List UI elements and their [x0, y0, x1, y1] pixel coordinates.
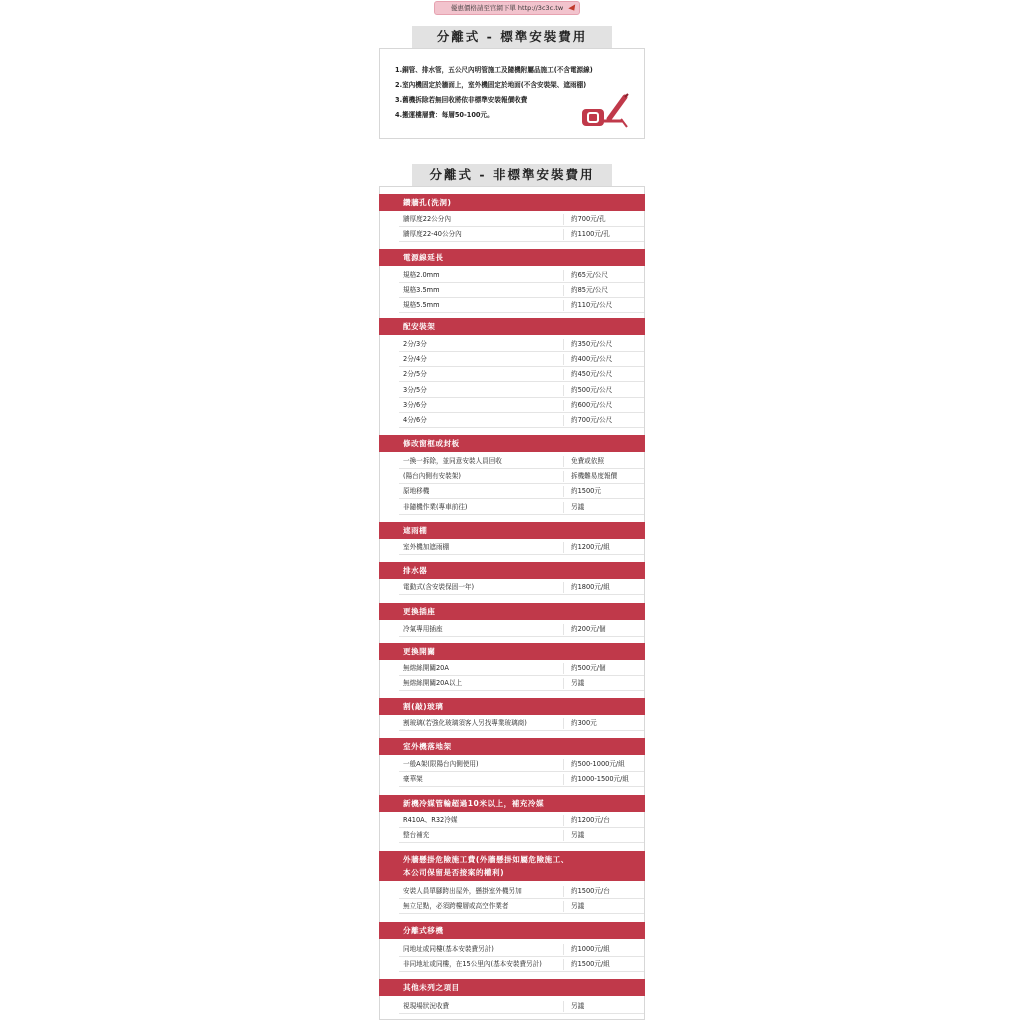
row-divider	[563, 214, 564, 225]
row-divider	[563, 339, 564, 350]
category-header	[379, 562, 645, 579]
row-item: R410A、R32冷媒	[403, 816, 458, 824]
row-divider	[563, 456, 564, 467]
row-item: 2分/3分	[403, 340, 427, 348]
row-divider	[563, 471, 564, 482]
row-price: 約1500元/組	[571, 960, 610, 969]
tools-icon	[581, 93, 631, 129]
row-item: 3分/6分	[403, 400, 427, 409]
table-row	[399, 813, 644, 828]
category-name: 其他未列之項目	[403, 983, 460, 992]
table-row	[399, 716, 644, 731]
row-price: 另議	[571, 679, 585, 688]
row-divider	[563, 385, 564, 396]
table-row	[399, 828, 644, 843]
category-name: 電源線延長	[403, 253, 444, 262]
table-row	[399, 413, 644, 428]
row-item: 安裝人員單腳跨出屋外，懸掛室外機另加	[403, 887, 522, 895]
row-price: 另議	[571, 502, 585, 511]
row-divider	[563, 815, 564, 826]
row-price: 拆機難易度報價	[571, 472, 618, 481]
row-item: 電動式(含安裝保固一年)	[403, 583, 475, 591]
row-item: 4分/6分	[403, 416, 427, 424]
row-divider	[563, 542, 564, 553]
row-divider	[563, 1001, 564, 1012]
category-header	[379, 435, 645, 452]
row-price: 另議	[571, 831, 585, 840]
category-name: 更換插座	[403, 607, 436, 616]
category-header	[379, 795, 645, 812]
row-item: 牆厚度22-40公分內	[403, 230, 462, 239]
row-divider	[563, 901, 564, 912]
row-divider	[563, 369, 564, 380]
row-price: 約400元/公尺	[571, 355, 613, 364]
table-row	[399, 580, 644, 595]
table-row	[399, 676, 644, 691]
row-divider	[563, 582, 564, 593]
promo-banner[interactable]	[434, 1, 580, 15]
row-price: 約500元/公尺	[571, 385, 613, 394]
row-item: 豪華架	[403, 775, 423, 784]
row-item: 一般A架(限陽台內側使用)	[403, 760, 479, 768]
table-row	[399, 957, 644, 972]
cursor-icon	[568, 4, 577, 12]
row-divider	[563, 624, 564, 635]
row-item: 規格3.5mm	[403, 286, 440, 295]
row-divider	[563, 663, 564, 674]
row-item: 牆厚度22公分內	[403, 215, 451, 223]
row-divider	[563, 229, 564, 240]
promo-banner-text: 優惠價格請至官網下單 http://3c3c.tw	[450, 4, 564, 12]
table-row	[399, 268, 644, 283]
row-item: (陽台內側有安裝架)	[403, 472, 461, 481]
row-divider	[563, 270, 564, 281]
table-row	[399, 661, 644, 676]
table-row	[399, 454, 644, 469]
row-price: 約1200元/台	[571, 816, 610, 824]
table-row	[399, 942, 644, 957]
standard-item: 1.銅管、排水管，五公尺內明管施工及隨機附屬品施工(不含電源線)	[395, 66, 593, 74]
row-divider	[563, 415, 564, 426]
row-price: 約600元/公尺	[571, 400, 613, 409]
table-row	[399, 383, 644, 398]
row-divider	[563, 354, 564, 365]
row-item: 同地址或同樓(基本安裝費另計)	[403, 945, 494, 953]
category-name: 割(敲)玻璃	[403, 702, 444, 711]
category-name-line2: 本公司保留是否接案的權利)	[403, 868, 505, 877]
row-divider	[563, 886, 564, 897]
standard-item: 2.室內機固定於牆面上，室外機固定於地面(不含安裝架、遮雨棚)	[395, 81, 587, 89]
nonstandard-title: 分離式 - 非標準安裝費用	[412, 164, 612, 186]
category-header	[379, 522, 645, 539]
row-price: 約1200元/組	[571, 543, 610, 551]
row-item: 割玻璃(若強化玻璃須客人另找專業玻璃商)	[403, 719, 527, 727]
category-header	[379, 643, 645, 660]
category-header	[379, 318, 645, 335]
row-item: 原地移機	[403, 487, 430, 496]
row-price: 約1500元	[571, 487, 601, 496]
row-item: 無熔絲開關20A	[403, 664, 449, 672]
category-name: 配安裝架	[403, 322, 436, 331]
standard-title: 分離式 - 標準安裝費用	[412, 26, 612, 48]
row-price: 約700元/孔	[571, 215, 606, 223]
row-price: 約1800元/組	[571, 583, 610, 591]
row-divider	[563, 759, 564, 770]
table-row	[399, 899, 644, 914]
category-name: 鑽牆孔(洗洞)	[403, 198, 452, 207]
standard-box	[379, 48, 645, 139]
row-item: 視現場狀況收費	[403, 1002, 450, 1010]
category-header	[379, 249, 645, 266]
row-item: 無立足點，必須跨樓層或高空作業者	[403, 902, 509, 911]
row-divider	[563, 944, 564, 955]
row-item: 整台補充	[403, 831, 430, 840]
table-row	[399, 337, 644, 352]
row-price: 約500元/個	[571, 664, 606, 672]
row-item: 規格2.0mm	[403, 271, 440, 279]
row-divider	[563, 678, 564, 689]
row-price: 另議	[571, 902, 585, 911]
table-row	[399, 772, 644, 787]
row-price: 約450元/公尺	[571, 370, 613, 379]
category-header	[379, 979, 645, 996]
row-item: 3分/5分	[403, 385, 427, 394]
row-item: 非同地址或同樓，在15公里內(基本安裝費另計)	[403, 960, 542, 969]
category-header	[379, 194, 645, 211]
row-price: 約1500元/台	[571, 887, 610, 895]
row-price: 另議	[571, 1002, 585, 1010]
row-price: 約200元/個	[571, 625, 606, 633]
row-divider	[563, 300, 564, 311]
row-item: 2分/5分	[403, 370, 427, 379]
row-divider	[563, 774, 564, 785]
standard-item: 4.搬運樓層費：每層50-100元。	[395, 111, 494, 119]
row-item: 室外機加遮雨棚	[403, 543, 450, 551]
row-price: 約300元	[571, 719, 597, 727]
row-divider	[563, 718, 564, 729]
row-divider	[563, 400, 564, 411]
table-row	[399, 622, 644, 637]
category-name: 外牆懸掛危險施工費(外牆懸掛如屬危險施工、	[403, 855, 569, 864]
row-divider	[563, 486, 564, 497]
table-row	[399, 367, 644, 382]
row-item: 無熔絲開關20A以上	[403, 679, 463, 688]
row-divider	[563, 830, 564, 841]
row-price: 約1000-1500元/組	[571, 775, 629, 784]
table-row	[399, 484, 644, 499]
table-row	[399, 212, 644, 227]
category-header	[379, 738, 645, 755]
standard-item: 3.舊機拆除若無回收將依非標準安裝報價收費	[395, 96, 528, 104]
table-row	[399, 352, 644, 367]
table-row	[399, 884, 644, 899]
table-row	[399, 283, 644, 298]
category-header	[379, 851, 645, 881]
table-row	[399, 227, 644, 242]
row-price: 約65元/公尺	[571, 271, 608, 279]
category-header	[379, 603, 645, 620]
row-price: 約85元/公尺	[571, 286, 608, 295]
row-divider	[563, 502, 564, 513]
row-price: 約110元/公尺	[571, 301, 613, 310]
category-name: 排水器	[403, 566, 428, 575]
row-item: 一換一拆除，並同意安裝人員回收	[403, 457, 502, 465]
category-name: 遮雨棚	[403, 526, 428, 535]
category-header	[379, 922, 645, 939]
row-item: 規格5.5mm	[403, 301, 440, 310]
row-divider	[563, 285, 564, 296]
category-name: 更換開關	[403, 647, 436, 656]
row-price: 免費或依照	[571, 457, 604, 465]
row-item: 冷氣專用插座	[403, 625, 443, 633]
row-divider	[563, 959, 564, 970]
row-item: 非隨機作業(專車前往)	[403, 502, 468, 511]
row-price: 約500-1000元/組	[571, 760, 625, 768]
category-name: 修改窗框或封板	[403, 439, 460, 448]
category-name: 分離式移機	[403, 926, 444, 935]
row-price: 約350元/公尺	[571, 340, 613, 348]
row-price: 約1000元/組	[571, 945, 610, 953]
table-row	[399, 999, 644, 1014]
table-row	[399, 757, 644, 772]
row-price: 約1100元/孔	[571, 230, 610, 239]
table-row	[399, 469, 644, 484]
row-item: 2分/4分	[403, 355, 427, 364]
table-row	[399, 540, 644, 555]
table-row	[399, 298, 644, 313]
table-row	[399, 500, 644, 515]
category-header	[379, 698, 645, 715]
row-price: 約700元/公尺	[571, 416, 613, 424]
category-name: 新機冷媒管輪超過10米以上，補充冷媒	[403, 799, 545, 808]
standard-list	[395, 63, 593, 123]
category-name: 室外機落地架	[403, 742, 452, 751]
table-row	[399, 398, 644, 413]
